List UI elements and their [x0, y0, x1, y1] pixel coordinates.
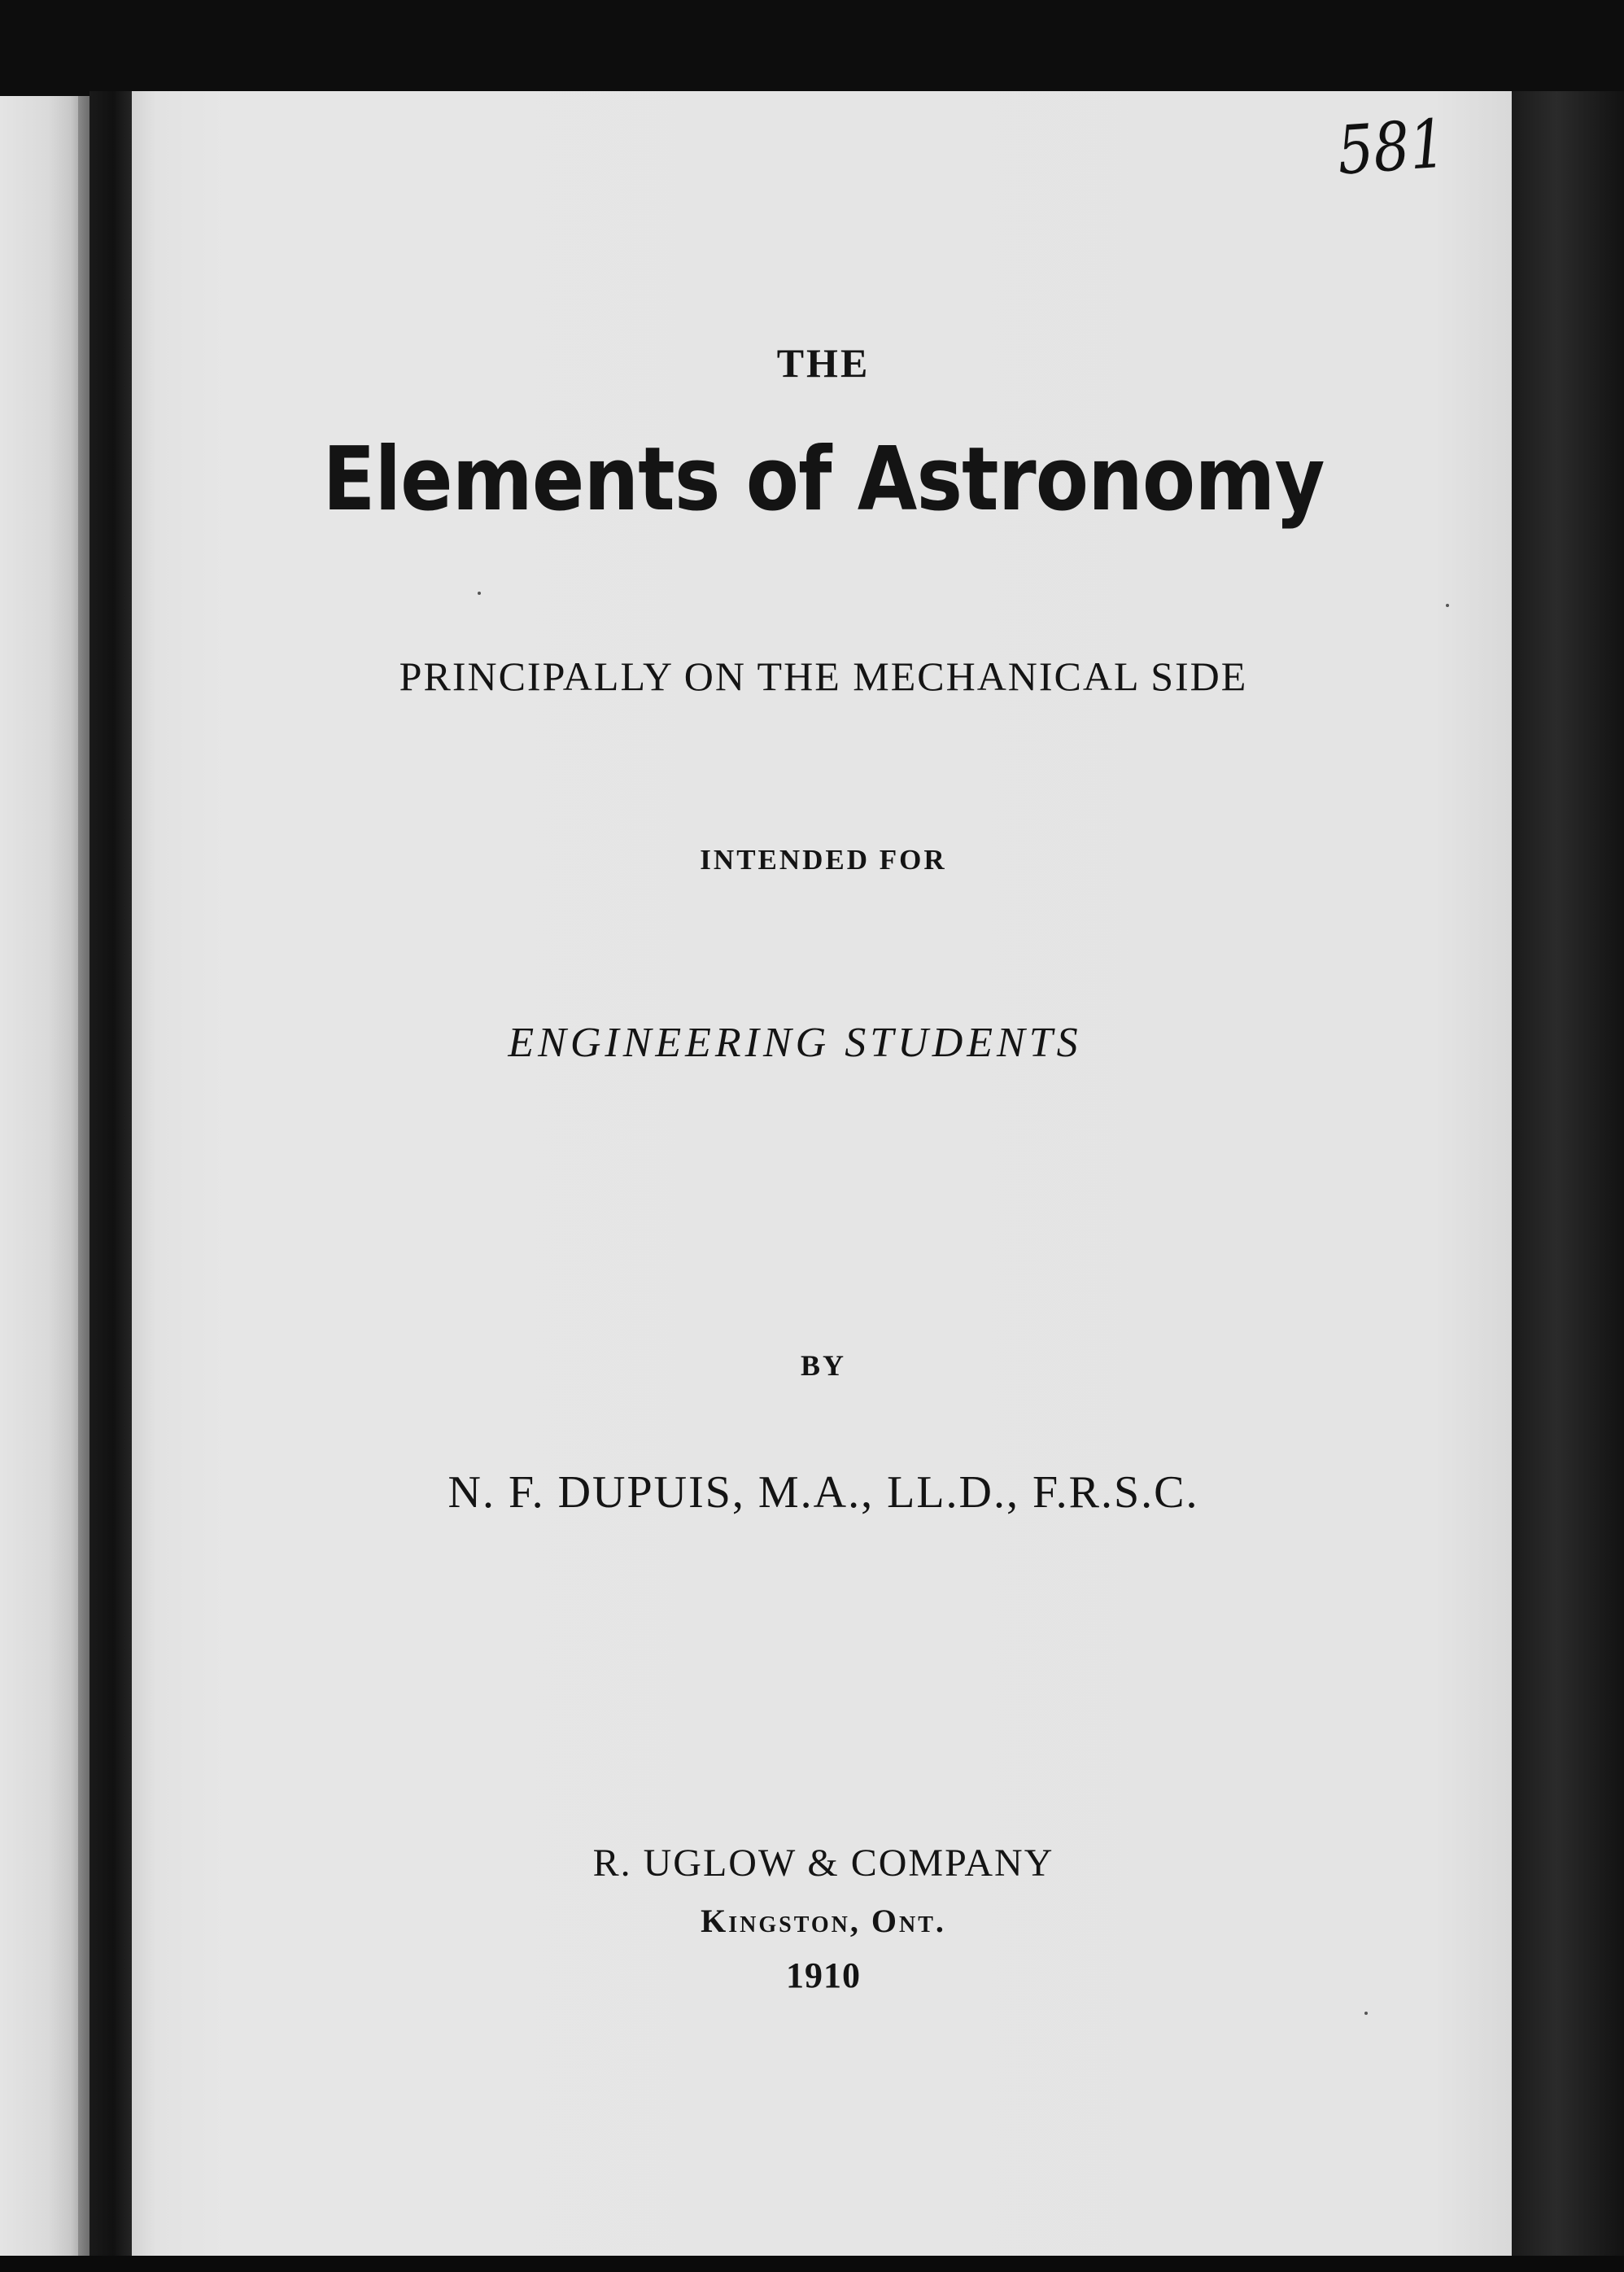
publication-year: 1910 [786, 1955, 861, 1995]
book-subtitle: PRINCIPALLY ON THE MECHANICAL SIDE [399, 653, 1248, 699]
facing-page-shadow [78, 96, 89, 2261]
title-page [132, 91, 1515, 2256]
intended-for-label: INTENDED FOR [700, 844, 947, 876]
scan-speck [1364, 2012, 1368, 2015]
binding-gutter [89, 91, 137, 2265]
right-page-edge [1512, 91, 1624, 2272]
scan-speck [1446, 604, 1449, 607]
audience-line: ENGINEERING STUDENTS [508, 1020, 1082, 1066]
book-title: Elements of Astronomy [322, 429, 1325, 531]
author-line: N. F. DUPUIS, M.A., LL.D., F.R.S.C. [447, 1467, 1199, 1518]
publisher-city: Kingston, Ont. [701, 1903, 946, 1939]
publisher-name: R. UGLOW & COMPANY [592, 1842, 1054, 1885]
facing-page-edge [0, 96, 88, 2261]
handwritten-page-number: 581 [1334, 105, 1448, 190]
title-article: THE [776, 340, 871, 386]
by-label: BY [800, 1349, 846, 1382]
bottom-page-edge [0, 2256, 1624, 2272]
scan-speck [478, 592, 481, 595]
